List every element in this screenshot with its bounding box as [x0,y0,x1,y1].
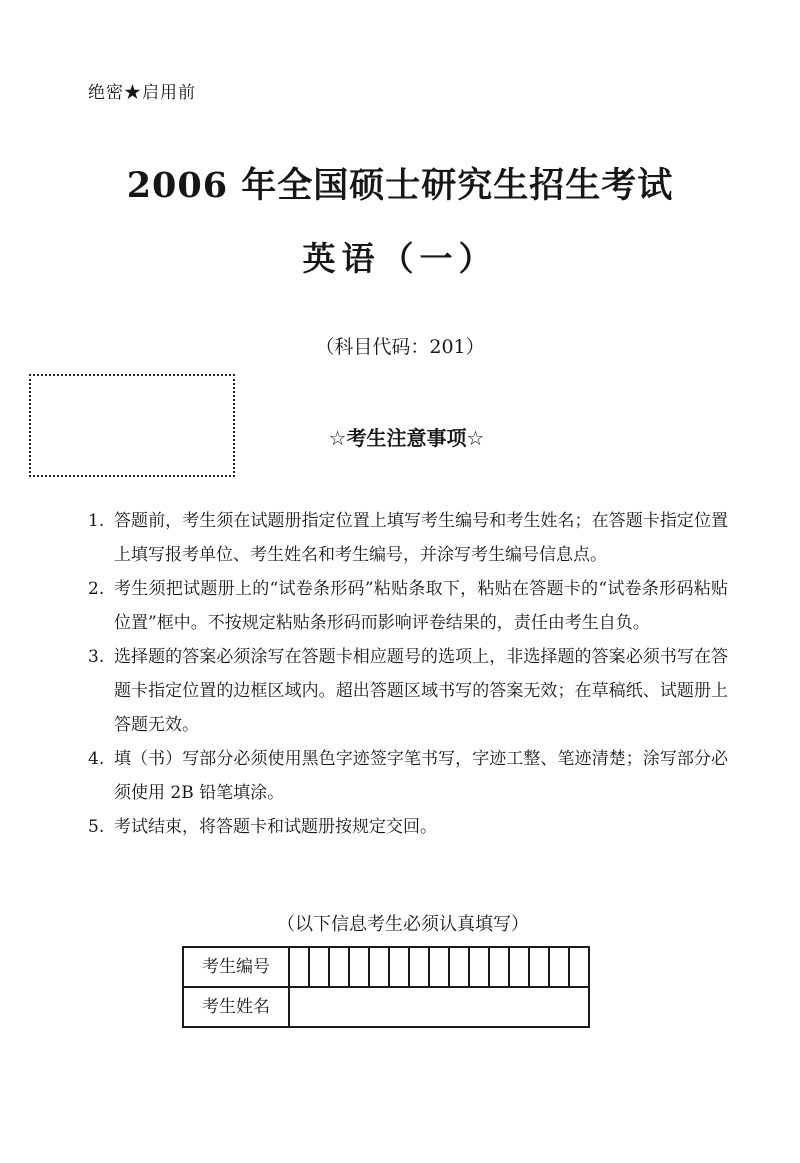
rule-number: 2. [88,579,105,599]
candidate-id-digit-box[interactable] [389,947,409,987]
rule-text: 考生须把试题册上的“试卷条形码”粘贴条取下，粘贴在答题卡的“试卷条形码粘贴位置”框中。不按规定粘贴条形码而影响评卷结果的，责任由考生自负。 [114,579,728,633]
candidate-id-digit-box[interactable] [509,947,529,987]
notice-rule [88,572,728,640]
candidate-id-label: 考生编号 [183,947,289,987]
fill-instruction: （以下信息考生必须认真填写） [277,914,529,935]
subject-code: （科目代码：201） [315,336,485,358]
exam-subject-title: 英语（一） [302,239,498,278]
candidate-id-digit-box[interactable] [409,947,429,987]
candidate-name-row [183,987,589,1027]
page-title: 2006 年全国硕士研究生招生考试 [126,165,674,206]
candidate-id-digit-box[interactable] [549,947,569,987]
notice-rule [88,640,728,742]
candidate-name-field[interactable] [289,987,589,1027]
rule-number: 3. [88,647,105,667]
candidate-id-digit-box[interactable] [529,947,549,987]
candidate-id-digit-box[interactable] [569,947,589,987]
candidate-info-table [182,946,590,1028]
candidate-name-label: 考生姓名 [183,987,289,1027]
rule-text: 选择题的答案必须涂写在答题卡相应题号的选项上，非选择题的答案必须书写在答题卡指定位置的边框区域内。超出答题区域书写的答案无效；在草稿纸、试题册上答题无效。 [114,647,728,735]
candidate-id-digit-box[interactable] [429,947,449,987]
rule-text: 答题前，考生须在试题册指定位置上填写考生编号和考生姓名；在答题卡指定位置上填写报考单位、考生姓名和考生编号，并涂写考生编号信息点。 [114,511,728,565]
candidate-id-digit-box[interactable] [449,947,469,987]
notice-rule [88,742,728,810]
candidate-id-digit-box[interactable] [469,947,489,987]
rule-text: 填（书）写部分必须使用黑色字迹签字笔书写，字迹工整、笔迹清楚；涂写部分必须使用 2B 铅笔填涂。 [114,749,728,803]
notice-rules-list [88,504,728,844]
candidate-id-row [183,947,589,987]
notice-rule [88,504,728,572]
rule-text: 考试结束，将答题卡和试题册按规定交回。 [114,817,437,837]
notice-heading: ☆考生注意事项☆ [328,426,485,450]
candidate-id-digit-box[interactable] [309,947,329,987]
candidate-id-digit-box[interactable] [289,947,309,987]
notice-rule [88,810,728,844]
rule-number: 4. [88,749,105,769]
candidate-id-digit-box[interactable] [369,947,389,987]
candidate-id-digit-box[interactable] [349,947,369,987]
rule-number: 1. [88,511,105,531]
candidate-id-digit-box[interactable] [489,947,509,987]
classification-label: 绝密★启用前 [88,83,196,103]
candidate-id-digit-box[interactable] [329,947,349,987]
rule-number: 5. [88,817,105,837]
